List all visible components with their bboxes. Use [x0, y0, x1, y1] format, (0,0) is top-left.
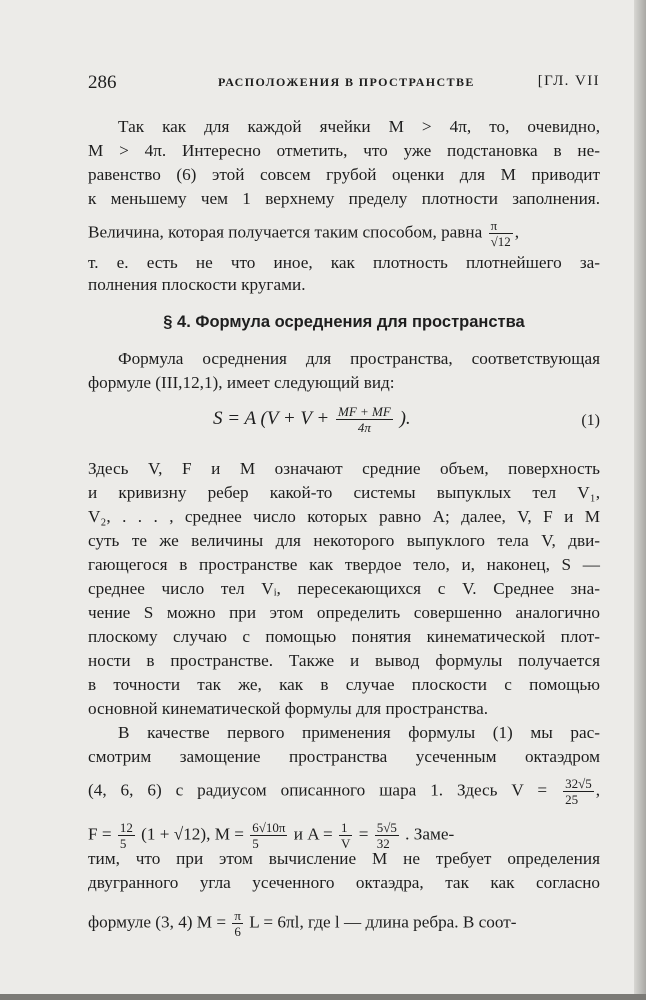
chapter-label: [ГЛ. VII [537, 73, 600, 89]
text-line: тим, что при этом вычисление M не требует определения [88, 849, 600, 868]
fraction [336, 404, 393, 435]
fraction-numerator: π [489, 218, 513, 234]
formula-close: ). [399, 407, 411, 429]
text-fragment: (4, 6, 6) с радиусом описанного шара 1. Здесь V = [88, 780, 548, 800]
text-line: т. е. есть не что иное, как плотность плотнейшего за- [88, 253, 600, 272]
text-line: Так как для каждой ячейки M > 4π, то, очевидно, [118, 117, 600, 136]
fraction [375, 820, 399, 851]
text-fragment: F = [88, 824, 112, 844]
text-line: плоскому случаю с помощью понятия кинематической плот- [88, 627, 600, 646]
running-header [88, 72, 600, 96]
text-line: ности в пространстве. Также и вывод формулы получается [88, 651, 600, 670]
fraction-numerator: MF + MF [338, 404, 391, 419]
fraction-denominator: 4π [357, 420, 371, 435]
formula-lhs: S = A [213, 407, 256, 429]
text-line: смотрим замощение пространства усеченным октаэдром [88, 747, 600, 766]
fraction-denominator: V [341, 836, 351, 851]
section-heading: § 4. Формула осреднения для пространства [163, 313, 525, 331]
text-fragment: . Заме- [405, 824, 455, 844]
text-line [88, 820, 600, 851]
fraction-numerator: 6√10π [252, 820, 286, 835]
text-line: M > 4π. Интересно отметить, что уже подстановка в не- [88, 141, 600, 160]
fraction [250, 820, 287, 851]
text-fragment: Величина, которая получается таким способом, равна [88, 222, 483, 242]
text-line: к меньшему чем 1 верхнему пределу плотности заполнения. [88, 189, 600, 208]
equation-number: (1) [581, 412, 600, 429]
fraction-denominator: 6 [234, 924, 241, 939]
text-line [88, 908, 600, 939]
fraction-denominator: √12 [490, 234, 511, 249]
fraction [489, 218, 513, 249]
page-edge-shadow [634, 0, 646, 1000]
fraction [339, 820, 352, 851]
text-line: чение S можно при этом определить совершенно аналогично [88, 603, 600, 622]
fraction-denominator: 25 [565, 792, 579, 807]
text-line: среднее число тел Vᵢ, пересекающихся с V. Среднее зна- [88, 579, 600, 598]
fraction-numerator: 1 [339, 820, 352, 836]
fraction [563, 776, 594, 807]
text-line: формуле (III,12,1), имеет следующий вид: [88, 373, 395, 392]
fraction-numerator: 12 [119, 820, 133, 835]
fraction-numerator: π [234, 908, 241, 923]
display-formula [88, 396, 600, 446]
page-bottom-edge [0, 994, 646, 1000]
fraction [232, 908, 243, 939]
text-line: и кривизну ребер какой-то системы выпуклых тел V₁, [88, 483, 600, 502]
formula-expression [213, 404, 411, 435]
text-line: гающегося в пространстве как твердое тело, и, наконец, S — [88, 555, 600, 574]
text-line: полнения плоскости кругами. [88, 275, 306, 294]
text-line: суть те же величины для некоторого выпуклого тела V, дви- [88, 531, 600, 550]
text-fragment: M = [214, 824, 244, 844]
text-fragment: = [358, 824, 369, 844]
text-line: в точности так же, как в случае плоскости с помощью [88, 675, 600, 694]
text-fragment: формуле (3, 4) M = [88, 912, 227, 932]
formula-body: (V + V + [260, 407, 330, 429]
text-line: равенство (6) этой совсем грубой оценки для M приводит [88, 165, 600, 184]
text-fragment: (1 + √12), [141, 824, 211, 844]
fraction-denominator: 5 [119, 836, 127, 851]
page-number: 286 [88, 72, 117, 93]
text-line: двугранного угла усеченного октаэдра, так как согласно [88, 873, 600, 892]
text-line: В качестве первого применения формулы (1) мы рас- [118, 723, 600, 742]
text-line: V₂, . . . , среднее число которых равно A; далее, V, F и M [88, 507, 600, 526]
running-title: РАСПОЛОЖЕНИЯ В ПРОСТРАНСТВЕ [218, 75, 475, 89]
fraction-denominator: 5 [252, 836, 259, 851]
fraction-numerator: 32√5 [565, 776, 592, 791]
fraction-numerator: 5√5 [376, 820, 397, 835]
text-fragment: L = 6πl, где l — длина ребра. В соот- [249, 912, 517, 932]
fraction [118, 820, 135, 851]
fraction-denominator: 32 [376, 836, 390, 851]
text-line: (4, 6, 6) с радиусом описанного шара 1. Здесь V = $\frac{32√5}{25}$ , [88, 776, 601, 807]
text-line: Формула осреднения для пространства, соответствующая [118, 349, 600, 368]
text-line: Здесь V, F и M означают средние объем, поверхность [88, 459, 600, 478]
text-fragment: и A = [293, 824, 333, 844]
text-line: основной кинематической формулы для пространства. [88, 699, 489, 718]
text-line: Величина, которая получается таким способом, равна $\frac{\pi}{√12}$ , [88, 218, 519, 249]
